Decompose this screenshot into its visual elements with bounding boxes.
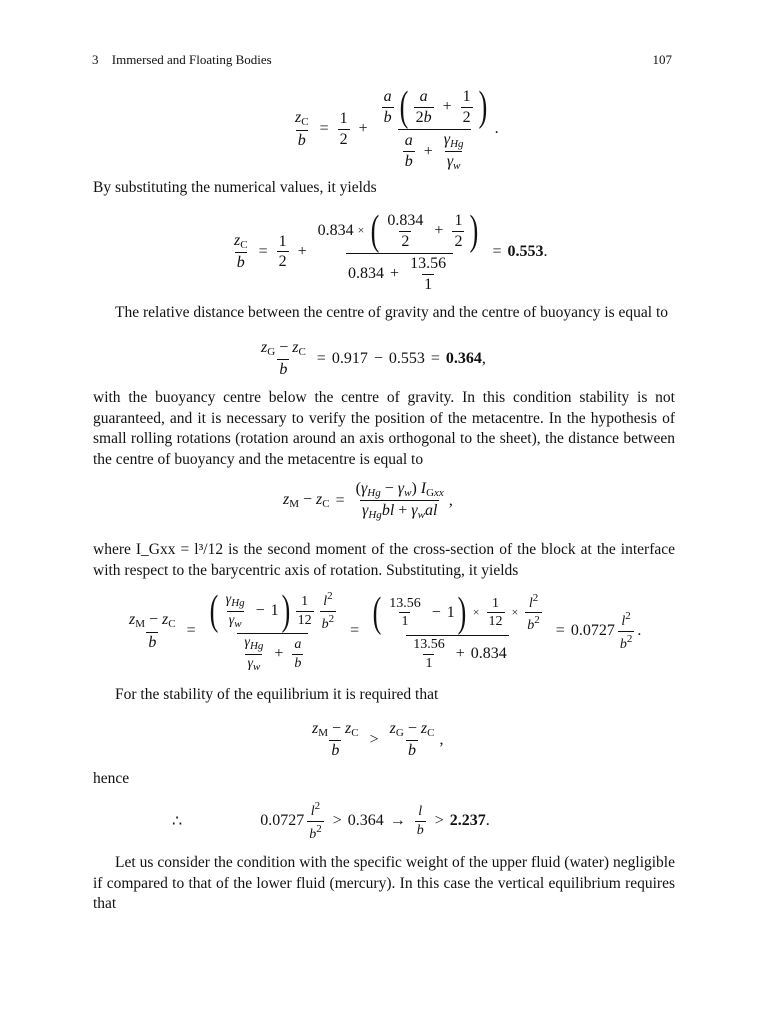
paragraph-relative-distance: The relative distance between the centre of gravity and the centre of buoyancy is equal to [115,304,669,321]
paragraph-substitution: By substituting the numerical values, it yields [93,179,377,196]
paragraph-stability: For the stability of the equilibrium it is required that [115,686,439,703]
page-number: 107 [652,52,672,67]
equation-therefore: ∴ 0.0727 $\frac{l^2}{b^2}$ > 0.364 → $\frac{l}{b}$ > 2.237 . [172,800,490,842]
chapter-title: Immersed and Floating Bodies [111,52,272,67]
equation-zc-ratio: $\frac{z_C}{b}$ = $\frac{1}{2}$ + $\frac{a}{b}$ ( $\frac{a}{2b}$ + $\frac{1}{2}$ ) $\frac{a}{b}$ + $\frac{\text{γHg}}{\gamma w}$ . [295,84,499,173]
lb-result: 2.237 [449,812,486,830]
running-header [92,52,272,68]
equation-metacentre-numeric: $\frac{z_M - z_C}{b}$ = ( $\frac{\gamma_{Hg}}{\gamma_w}$ − 1 ) $\frac{1}{12}$ $\frac{l^2}{b^2}$ $\frac{\gamma_{Hg}}{\gamma_w}$ + $\frac{a}{b}$ = ( $\frac{13.56}{1}$ − 1 ) × $\frac{1}{12}$ × $\frac{l^2}{b^2}$ $\frac{13.56}{1}$ + 0.834 = 0.0727 $\frac{l^2}{b^2}$ . [129,588,642,673]
paragraph-metacentre: with the buoyancy centre below the centre of gravity. In this condition stability is not guaranteed, and it is necessary to verify the position of the metacentre. In the hypothesis of small rolling rotations (rotation around an axis orthogonal to the sheet), the distance between the centre of buoyancy and the metacentre is equal to [93,389,675,468]
paragraph-mercury: Let us consider the condition with the specific weight of the upper fluid (water) negligible if compared to that of the lower fluid (mercury). In this case the vertical equilibrium requires that [93,854,675,912]
paragraph-second-moment: where I_Gxx = l³/12 is the second moment of the cross-section of the block at the interface with respect to the barycentric axis of rotation. Substituting, it yields [93,541,675,579]
zc-result: 0.553 [507,242,544,260]
equation-stability-condition: $\frac{z_M - z_C}{b}$ > $\frac{z_G - z_C}{b}$ , [312,720,444,760]
paragraph-hence: hence [93,770,130,787]
equation-zg-minus-zc: $\frac{z_G - z_C}{b}$ = 0.917 − 0.553 = 0.364 , [261,339,486,379]
diff-result: 0.364 [445,350,482,368]
equation-metacentre-distance: $z_M - z_C$ = $\frac{(\gamma Hg - \gamma w) I_{Gxx}}{\text{γHgbl + γwal}}$ , [283,480,453,522]
equation-zc-numeric: $\frac{z_C}{b}$ = $\frac{1}{2}$ + 0.834 × ( $\frac{0.834}{2}$ + $\frac{1}{2}$ ) 0.834 + $\frac{13.56}{1}$ = 0.553 . [234,208,548,293]
chapter-number: 3 [92,52,99,67]
